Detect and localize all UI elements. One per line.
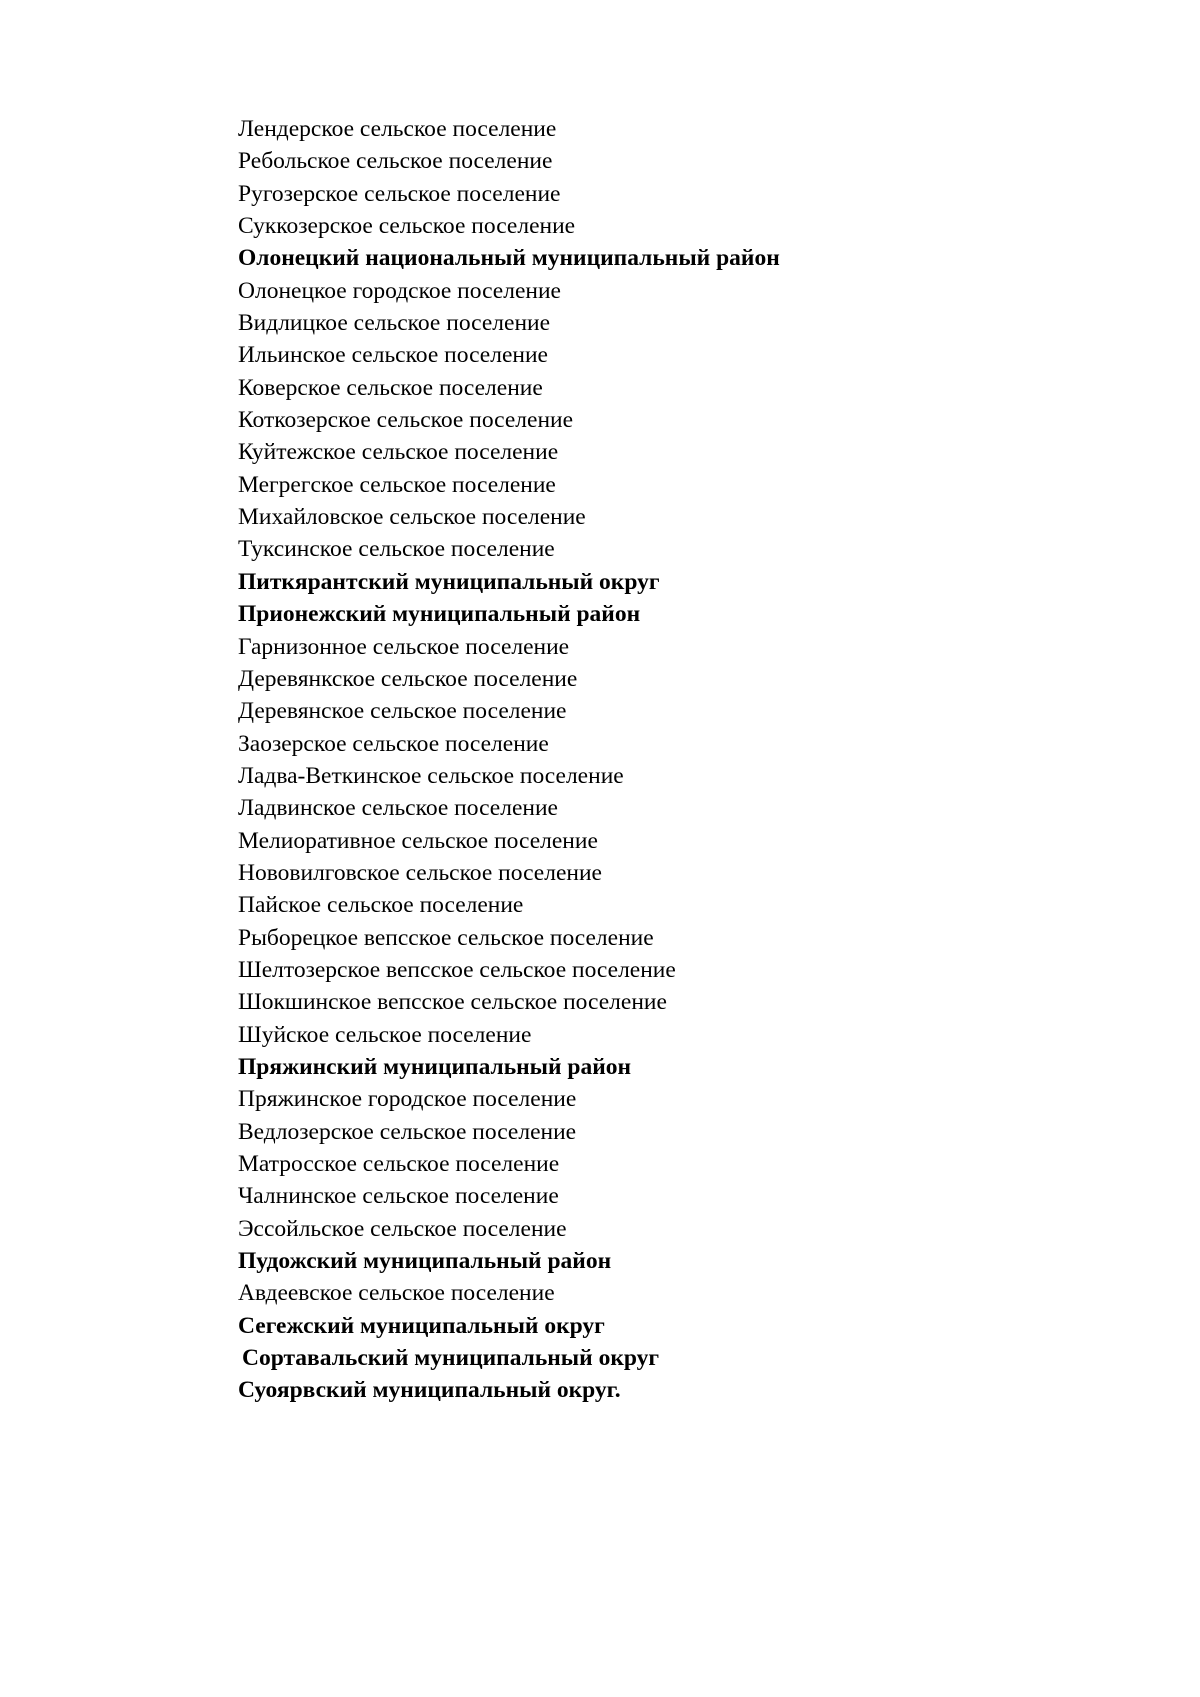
settlement-item: Коверское сельское поселение	[238, 374, 543, 401]
settlement-item: Шелтозерское вепсское сельское поселение	[238, 956, 676, 983]
district-heading: Суоярвский муниципальный округ.	[238, 1377, 621, 1404]
settlement-item: Олонецкое городское поселение	[238, 277, 561, 304]
settlement-item: Матросское сельское поселение	[238, 1151, 560, 1177]
settlement-item: Авдеевское сельское поселение	[238, 1280, 555, 1307]
district-heading: Питкярантский муниципальный округ	[238, 568, 660, 595]
settlement-item: Куйтежское сельское поселение	[238, 439, 559, 466]
settlement-item: Лендерское сельское поселение	[238, 116, 557, 142]
settlement-item: Пайское сельское поселение	[238, 892, 524, 919]
settlement-item: Шокшинское вепсское сельское поселение	[238, 989, 667, 1016]
settlement-item: Чалнинское сельское поселение	[238, 1183, 559, 1210]
district-heading: Олонецкий национальный муниципальный район	[238, 245, 780, 272]
settlement-item: Рыборецкое вепсское сельское поселение	[238, 924, 654, 951]
settlement-item: Ведлозерское сельское поселение	[238, 1118, 577, 1145]
settlement-item: Ругозерское сельское поселение	[238, 180, 561, 207]
settlement-item: Коткозерское сельское поселение	[238, 407, 574, 434]
settlement-item: Эссойльское сельское поселение	[238, 1215, 567, 1242]
settlement-item: Ильинское сельское поселение	[238, 342, 548, 369]
settlement-item: Шуйское сельское поселение	[238, 1021, 532, 1048]
settlement-item: Туксинское сельское поселение	[238, 536, 555, 563]
settlement-item: Заозерское сельское поселение	[238, 730, 549, 757]
settlement-item: Суккозерское сельское поселение	[238, 213, 576, 240]
settlement-item: Деревянкское сельское поселение	[238, 665, 578, 692]
settlement-item: Деревянское сельское поселение	[238, 698, 567, 725]
district-heading: Пряжинский муниципальный район	[238, 1053, 632, 1080]
district-heading: Пудожский муниципальный район	[238, 1248, 612, 1275]
settlement-item: Гарнизонное сельское поселение	[238, 633, 570, 660]
settlement-item: Видлицкое сельское поселение	[238, 310, 551, 337]
district-heading: Сортавальский муниципальный округ	[242, 1345, 660, 1372]
settlement-item: Ребольское сельское поселение	[238, 148, 553, 175]
settlement-item: Мегрегское сельское поселение	[238, 471, 556, 498]
district-heading: Сегежский муниципальный округ	[238, 1312, 605, 1339]
settlement-item: Ладва-Веткинское сельское поселение	[238, 762, 624, 789]
settlement-item: Пряжинское городское поселение	[238, 1086, 577, 1113]
settlement-item: Мелиоративное сельское поселение	[238, 827, 598, 854]
district-heading: Прионежский муниципальный район	[238, 601, 641, 628]
municipality-list	[238, 113, 780, 1407]
settlement-item: Михайловское сельское поселение	[238, 504, 586, 531]
settlement-item: Ладвинское сельское поселение	[238, 795, 558, 822]
settlement-item: Нововилговское сельское поселение	[238, 859, 602, 886]
